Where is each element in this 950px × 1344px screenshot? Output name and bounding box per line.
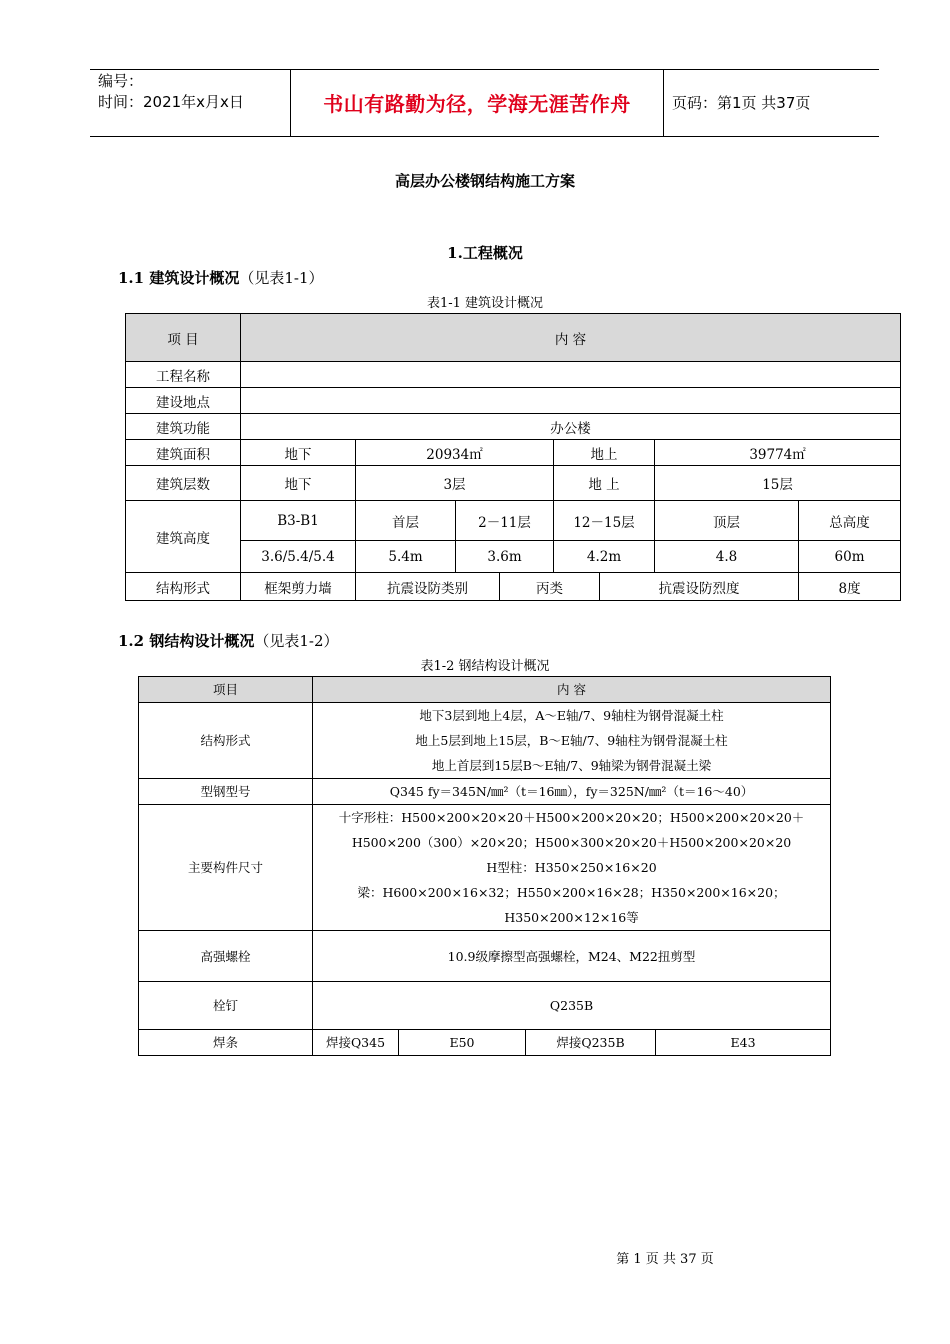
- row-label: 焊条: [139, 1030, 313, 1056]
- subsection-1-2: [118, 630, 338, 651]
- subsection-1-1: [118, 267, 323, 288]
- text-line: 地上首层到15层B～E轴/7、9轴梁为钢骨混凝土梁: [431, 758, 712, 773]
- row-value: 10.9级摩擦型高强螺栓，M24、M22扭剪型: [313, 931, 831, 982]
- page-footer: 第 1 页 共 37 页: [616, 1252, 714, 1267]
- row-label: 栓钉: [139, 982, 313, 1030]
- row-label: 主要构件尺寸: [139, 805, 313, 931]
- cell: E43: [656, 1030, 831, 1056]
- document-title: 高层办公楼钢结构施工方案: [394, 172, 575, 190]
- steel-design-table: [138, 676, 831, 1056]
- cell: 焊接Q235B: [526, 1030, 656, 1056]
- cell: 3.6m: [456, 541, 554, 573]
- row-value: [241, 362, 901, 388]
- row-value: Q345 fy＝345N/㎜²（t＝16㎜），fy＝325N/㎜²（t＝16～40）: [313, 779, 831, 805]
- text-line: H500×200（300）×20×20；H500×300×20×20＋H500×200×20×20: [351, 835, 792, 850]
- subsection-ref: （见表1-2）: [254, 632, 339, 650]
- subsection-heading: 1.1 建筑设计概况: [118, 269, 240, 287]
- row-label: 高强螺栓: [139, 931, 313, 982]
- row-value: Q235B: [313, 982, 831, 1030]
- row-label: 工程名称: [126, 362, 241, 388]
- subsection-heading: 1.2 钢结构设计概况: [118, 632, 255, 650]
- table-head-content: 内 容: [241, 314, 901, 362]
- cell: E50: [399, 1030, 526, 1056]
- header-bottom-rule: [90, 136, 879, 137]
- table-head-item: 项 目: [126, 314, 241, 362]
- number-label: 编号：: [98, 72, 144, 90]
- row-value-multiline: [313, 703, 831, 779]
- row-value: 办公楼: [241, 414, 901, 440]
- table2-caption: 表1-2 钢结构设计概况: [420, 659, 550, 674]
- table1-caption: 表1-1 建筑设计概况: [426, 296, 544, 311]
- header-motto: 书山有路勤为径，学海无涯苦作舟: [323, 92, 631, 116]
- cell: 抗震设防烈度: [600, 573, 799, 601]
- row-label: 建设地点: [126, 388, 241, 414]
- row-label: 型钢型号: [139, 779, 313, 805]
- cell: 地上: [554, 440, 655, 466]
- text-line: 十字形柱：H500×200×20×20＋H500×200×20×20；H500×200×20×20＋: [338, 810, 805, 825]
- row-label: 结构形式: [139, 703, 313, 779]
- cell: 3.6/5.4/5.4: [241, 541, 356, 573]
- row-label: 结构形式: [126, 573, 241, 601]
- cell: 5.4m: [356, 541, 456, 573]
- cell: 框架剪力墙: [241, 573, 356, 601]
- row-label: 建筑高度: [126, 501, 241, 573]
- text-line: H型柱：H350×250×16×20: [486, 860, 657, 875]
- header-top-rule: [90, 69, 879, 70]
- cell: 8度: [799, 573, 901, 601]
- row-value-multiline: [313, 805, 831, 931]
- text-line: 梁：H600×200×16×32；H550×200×16×28；H350×200×16×20；: [357, 885, 786, 900]
- cell: 顶层: [655, 501, 799, 541]
- header-divider: [663, 69, 664, 136]
- cell: 焊接Q345: [313, 1030, 399, 1056]
- cell: 丙类: [500, 573, 600, 601]
- cell: 首层: [356, 501, 456, 541]
- cell: 39774㎡: [655, 440, 901, 466]
- table-head-item: 项目: [139, 677, 313, 703]
- row-label: 建筑面积: [126, 440, 241, 466]
- cell: 20934㎡: [356, 440, 554, 466]
- cell: 4.8: [655, 541, 799, 573]
- time-label: 时间：2021年x月x日: [98, 93, 244, 111]
- cell: 总高度: [799, 501, 901, 541]
- header-meta: [98, 71, 244, 113]
- row-value: [241, 388, 901, 414]
- cell: 2－11层: [456, 501, 554, 541]
- row-label: 建筑功能: [126, 414, 241, 440]
- cell: 地 上: [554, 466, 655, 501]
- cell: 地下: [241, 440, 356, 466]
- building-design-table: [125, 313, 901, 601]
- cell: 3层: [356, 466, 554, 501]
- header-page-info: 页码：第1页 共37页: [672, 94, 811, 112]
- cell: 4.2m: [554, 541, 655, 573]
- row-label: 建筑层数: [126, 466, 241, 501]
- table-head-content: 内 容: [313, 677, 831, 703]
- section-title: 1.工程概况: [447, 244, 523, 262]
- cell: 抗震设防类别: [356, 573, 500, 601]
- header-divider: [290, 69, 291, 136]
- cell: 12－15层: [554, 501, 655, 541]
- cell: 地下: [241, 466, 356, 501]
- text-line: 地下3层到地上4层，A～E轴/7、9轴柱为钢骨混凝土柱: [419, 708, 724, 723]
- text-line: 地上5层到地上15层，B～E轴/7、9轴柱为钢骨混凝土柱: [415, 733, 728, 748]
- cell: B3-B1: [241, 501, 356, 541]
- subsection-ref: （见表1-1）: [239, 269, 324, 287]
- text-line: H350×200×12×16等: [504, 910, 639, 925]
- cell: 15层: [655, 466, 901, 501]
- cell: 60m: [799, 541, 901, 573]
